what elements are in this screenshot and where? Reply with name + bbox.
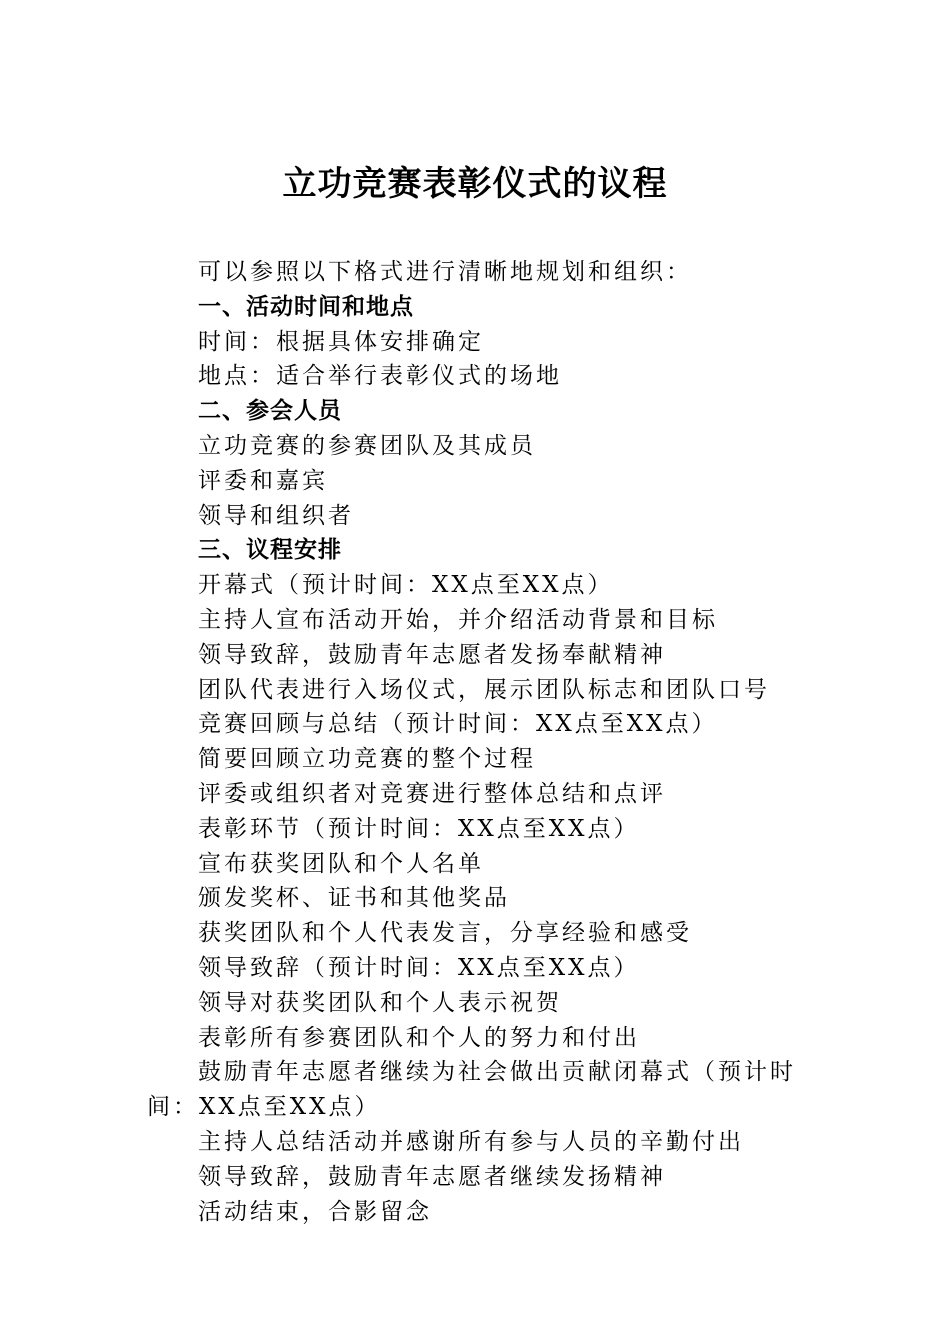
section-heading-attendees: 二、参会人员: [198, 398, 342, 425]
body-line-congratulate: 领导对获奖团队和个人表示祝贺: [198, 989, 562, 1016]
body-line-leaders: 领导和组织者: [198, 502, 354, 529]
body-line-judges: 评委和嘉宾: [198, 467, 328, 494]
body-line-teams: 立功竞赛的参赛团队及其成员: [198, 432, 536, 459]
body-line-host-thanks: 主持人总结活动并感谢所有参与人员的辛勤付出: [198, 1128, 744, 1155]
body-line-host-announce: 主持人宣布活动开始，并介绍活动背景和目标: [198, 606, 718, 633]
intro-line: 可以参照以下格式进行清晰地规划和组织：: [198, 259, 692, 285]
section-heading-agenda: 三、议程安排: [198, 537, 342, 564]
body-line-awards: 表彰环节（预计时间：XX点至XX点）: [198, 815, 640, 842]
document-title: 立功竞赛表彰仪式的议程: [282, 164, 668, 204]
body-line-leader-speech-3: 领导致辞，鼓励青年志愿者继续发扬精神: [198, 1163, 666, 1190]
body-line-leader-speech-2: 领导致辞（预计时间：XX点至XX点）: [198, 954, 640, 981]
section-heading-time-place: 一、活动时间和地点: [198, 293, 414, 320]
body-line-leader-speech-1: 领导致辞，鼓励青年志愿者发扬奉献精神: [198, 641, 666, 668]
body-line-review-process: 简要回顾立功竞赛的整个过程: [198, 746, 536, 773]
document-body: [147, 255, 817, 1229]
body-line-review-summary: 评委或组织者对竞赛进行整体总结和点评: [198, 780, 666, 807]
body-line-time: 时间：根据具体安排确定: [198, 328, 484, 355]
body-line-team-entrance: 团队代表进行入场仪式，展示团队标志和团队口号: [198, 676, 770, 703]
body-line-opening: 开幕式（预计时间：XX点至XX点）: [198, 572, 614, 599]
body-line-review: 竞赛回顾与总结（预计时间：XX点至XX点）: [198, 711, 718, 738]
body-line-end-photo: 活动结束，合影留念: [198, 1198, 432, 1225]
body-line-winner-speech: 获奖团队和个人代表发言，分享经验和感受: [198, 920, 692, 947]
body-line-winner-list: 宣布获奖团队和个人名单: [198, 850, 484, 877]
body-line-prizes: 颁发奖杯、证书和其他奖品: [198, 885, 510, 912]
body-line-place: 地点：适合举行表彰仪式的场地: [198, 363, 562, 390]
body-line-recognize: 表彰所有参赛团队和个人的努力和付出: [198, 1024, 640, 1051]
body-line-encourage-closing: 鼓励青年志愿者继续为社会做出贡献闭幕式（预计时间：XX点至XX点）: [147, 1059, 796, 1121]
